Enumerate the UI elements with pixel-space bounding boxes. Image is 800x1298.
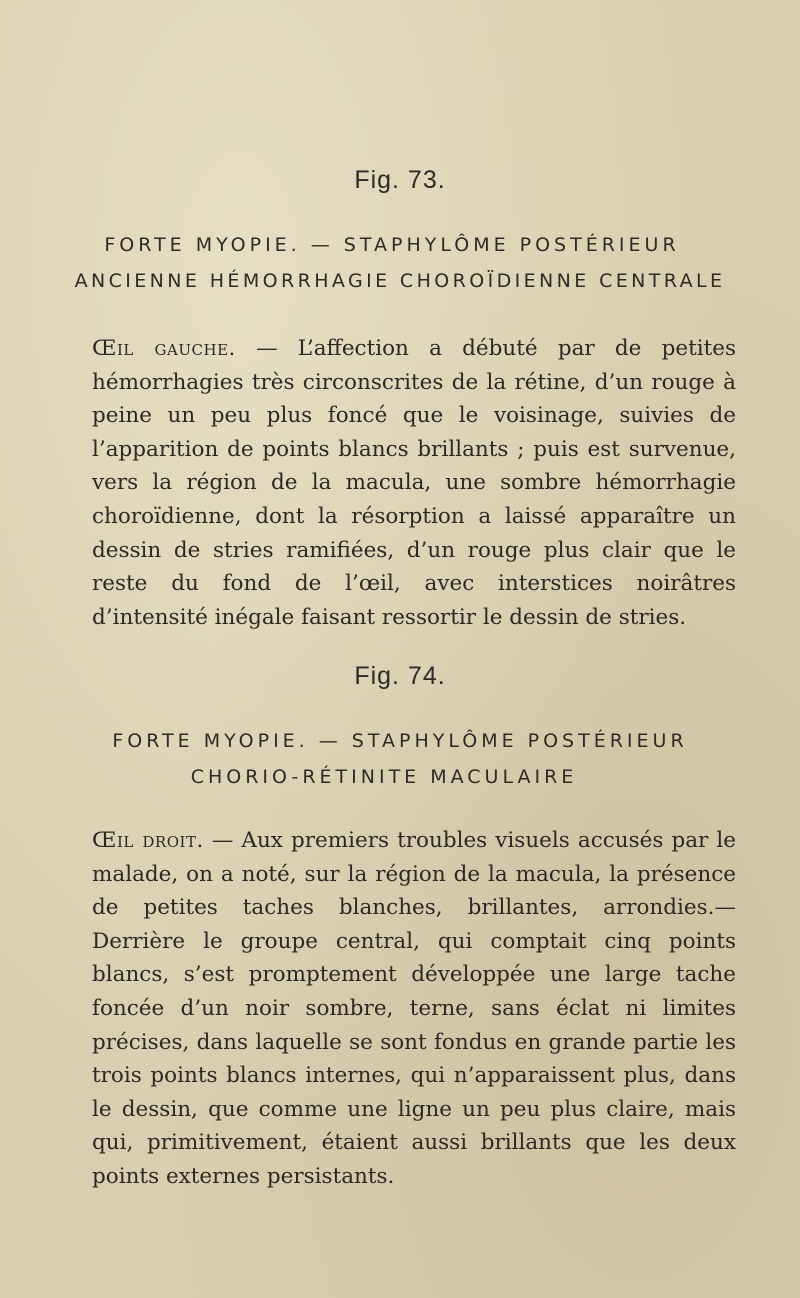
- figure-73-heading-line2: ANCIENNE HÉMORRHAGIE CHOROÏDIENNE CENTRALE: [74, 270, 726, 292]
- figure-73-body-text: — L’affection a débuté par de petites hémorrhagies très circonscrites de la rétine, d’un rouge à peine un peu plus foncé que le voisinage, suivies de l’apparition de points blancs brillants ; puis est survenue, vers la région de la macula, une sombre hémorrhagie choroïdienne, dont la résorption a laissé apparaître un dessin de stries ramifiées, d’un rouge plus clair que le reste du fond de l’œil, avec interstices noirâtres d’intensité inégale faisant ressortir le dessin de stries.: [92, 336, 736, 630]
- figure-73-heading-line1: FORTE MYOPIE. — STAPHYLÔME POSTÉRIEUR: [104, 234, 680, 256]
- figure-74-body-text: — Aux premiers troubles visuels accusés par le malade, on a noté, sur la région de la macula, la présence de petites taches blanches, brillantes, arrondies.—Derrière le groupe central, qui comptait cinq points blancs, s’est promptement développée une large tache foncée d’un noir sombre, terne, sans éclat ni limites précises, dans laquelle se sont fondus en grande partie les trois points blancs internes, qui n’apparaissent plus, dans le dessin, que comme une ligne un peu plus claire, mais qui, primitivement, étaient aussi brillants que les deux points externes persistants.: [92, 828, 737, 1189]
- figure-74-heading-line2: CHORIO-RÉTINITE MACULAIRE: [190, 766, 578, 788]
- figure-73-eye-side: Œil gauche.: [92, 336, 236, 361]
- figure-74-label: Fig. 74.: [354, 662, 446, 690]
- figure-74-eye-side: Œil droit.: [92, 828, 204, 853]
- figure-73-description: [92, 332, 736, 634]
- figure-74-heading-line1: FORTE MYOPIE. — STAPHYLÔME POSTÉRIEUR: [112, 730, 688, 752]
- figure-74-description: [92, 824, 736, 1194]
- figure-73-label: Fig. 73.: [354, 166, 446, 194]
